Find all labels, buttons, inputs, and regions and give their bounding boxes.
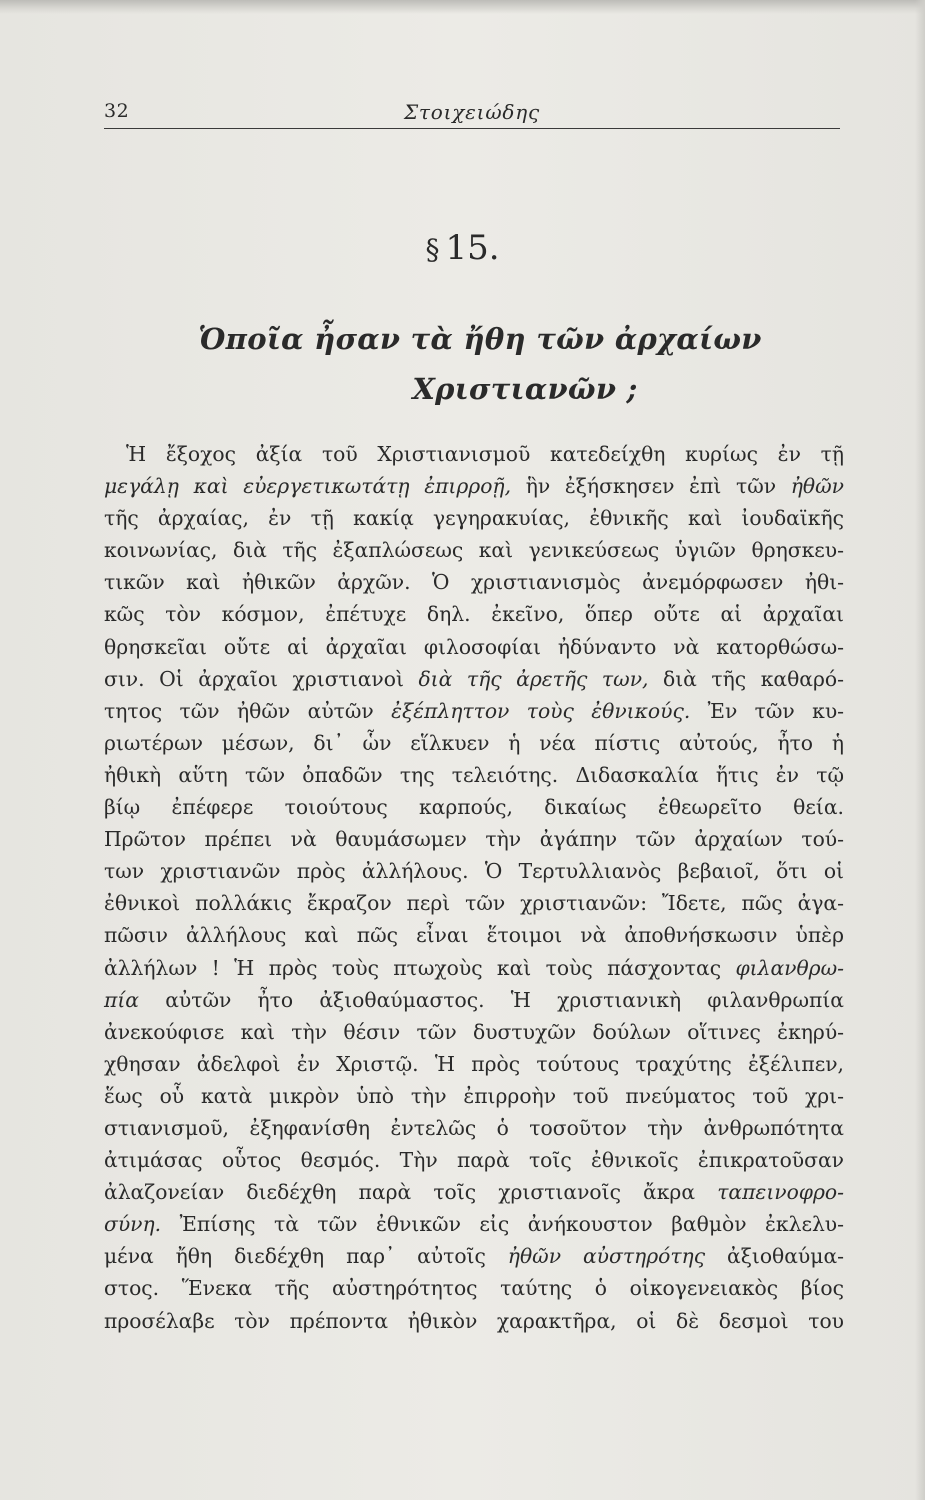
italic-text: ἠθῶν αὐστηρότης bbox=[507, 1244, 706, 1269]
text-line bbox=[104, 598, 844, 630]
text-run: ἀλλήλων ! Ἡ πρὸς τοὺς πτωχοὺς καὶ τοὺς πάσχοντας bbox=[104, 955, 736, 980]
text-line bbox=[104, 759, 844, 791]
header-rule bbox=[104, 128, 840, 129]
italic-text: ἠθῶν bbox=[790, 474, 844, 499]
section-number: 15. bbox=[445, 228, 500, 268]
text-line bbox=[104, 1080, 844, 1112]
text-run: θρησκεῖαι οὔτε αἱ ἀρχαῖαι φιλοσοφίαι ἠδύναντο νὰ κατορθώσω- bbox=[104, 634, 844, 659]
page-header bbox=[104, 100, 840, 130]
text-run: βίῳ ἐπέφερε τοιούτους καρπούς, δικαίως ἐθεωρεῖτο θεία. bbox=[104, 795, 844, 820]
text-line bbox=[104, 534, 844, 566]
text-line bbox=[104, 919, 844, 951]
text-run: των χριστιανῶν πρὸς ἀλλήλους. Ὁ Τερτυλλιανὸς βεβαιοῖ, ὅτι οἱ bbox=[104, 859, 844, 884]
text-run: προσέλαβε τὸν πρέποντα ἠθικὸν χαρακτῆρα, οἱ δὲ δεσμοὶ του bbox=[104, 1308, 844, 1333]
text-run: ἐθνικοὶ πολλάκις ἔκραζον περὶ τῶν χριστιανῶν: Ἴδετε, πῶς ἀγα- bbox=[104, 891, 844, 916]
italic-text: ἐξέπληττον τοὺς ἐθνικούς. bbox=[391, 698, 691, 723]
text-line bbox=[104, 1208, 844, 1240]
text-line bbox=[104, 1048, 844, 1080]
text-run: σιν. Οἱ ἀρχαῖοι χριστιανοὶ bbox=[104, 666, 419, 691]
text-line bbox=[104, 952, 844, 984]
text-line bbox=[104, 1305, 844, 1337]
italic-text: φιλανθρω- bbox=[735, 955, 844, 980]
text-run: ἀξιοθαύμα- bbox=[705, 1244, 844, 1269]
text-line bbox=[104, 1112, 844, 1144]
text-run: μένα ἤθη διεδέχθη παρ᾽ αὐτοῖς bbox=[104, 1244, 508, 1269]
section-symbol: § bbox=[425, 233, 440, 266]
text-line bbox=[104, 791, 844, 823]
italic-text: διὰ τῆς ἀρετῆς των, bbox=[418, 666, 649, 691]
text-line bbox=[104, 566, 844, 598]
text-run: ἕως οὗ κατὰ μικρὸν ὑπὸ τὴν ἐπιρροὴν τοῦ πνεύματος τοῦ χρι- bbox=[104, 1083, 844, 1108]
italic-text: σύνη. bbox=[104, 1212, 162, 1237]
page-number: 32 bbox=[104, 100, 130, 122]
text-line bbox=[104, 1144, 844, 1176]
text-run: ριωτέρων μέσων, δι᾽ ὧν εἵλκυεν ἡ νέα πίστις αὐτούς, ἦτο ἡ bbox=[104, 730, 844, 755]
text-run: ἀτιμάσας οὗτος θεσμός. Τὴν παρὰ τοῖς ἐθνικοῖς ἐπικρατοῦσαν bbox=[104, 1148, 844, 1173]
text-run: τῆς ἀρχαίας, ἐν τῇ κακίᾳ γεγηρακυίας, ἐθνικῆς καὶ ἰουδαϊκῆς bbox=[104, 506, 844, 531]
text-line bbox=[104, 470, 844, 502]
text-line bbox=[104, 695, 844, 727]
text-line bbox=[104, 887, 844, 919]
italic-text: μεγάλῃ καὶ εὐεργετικωτάτῃ ἐπιρροῇ, bbox=[104, 474, 512, 499]
text-line bbox=[104, 1240, 844, 1272]
text-run: Ἡ ἔξοχος ἀξία τοῦ Χριστιανισμοῦ κατεδείχθη κυρίως ἐν τῇ bbox=[126, 442, 844, 466]
text-line bbox=[104, 727, 844, 759]
text-run: Ἐν τῶν κυ- bbox=[690, 698, 844, 723]
running-head: Στοιχειώδης bbox=[403, 100, 541, 124]
page-right-edge bbox=[915, 0, 925, 1500]
text-line bbox=[104, 438, 844, 470]
text-line bbox=[104, 663, 844, 695]
text-run: ἣν ἐξήσκησεν ἐπὶ τῶν bbox=[511, 474, 791, 499]
text-line bbox=[104, 631, 844, 663]
body-text bbox=[104, 438, 844, 1337]
text-run: τητος τῶν ἠθῶν αὐτῶν bbox=[104, 698, 392, 723]
text-run: Ἐπίσης τὰ τῶν ἐθνικῶν εἰς ἀνήκουστον βαθμὸν ἐκλελυ- bbox=[161, 1212, 844, 1237]
text-run: διὰ τῆς καθαρό- bbox=[648, 666, 844, 691]
text-run: πῶσιν ἀλλήλους καὶ πῶς εἶναι ἕτοιμοι νὰ ἀποθνήσκωσιν ὑπὲρ bbox=[104, 923, 844, 948]
text-line bbox=[104, 855, 844, 887]
text-run: κῶς τὸν κόσμον, ἐπέτυχε δηλ. ἐκεῖνο, ὅπερ οὔτε αἱ ἀρχαῖαι bbox=[104, 602, 844, 627]
chapter-title bbox=[150, 314, 810, 414]
text-run: στος. Ἕνεκα τῆς αὐστηρότητος ταύτης ὁ οἰκογενειακὸς βίος bbox=[104, 1276, 844, 1301]
text-run: αὐτῶν ἦτο ἀξιοθαύμαστος. Ἡ χριστιανικὴ φιλανθρωπία bbox=[138, 987, 844, 1012]
page-top-edge bbox=[0, 0, 925, 14]
text-line bbox=[104, 984, 844, 1016]
text-line bbox=[104, 1016, 844, 1048]
italic-text: ταπεινοφρο- bbox=[717, 1180, 844, 1205]
text-run: κοινωνίας, διὰ τῆς ἐξαπλώσεως καὶ γενικεύσεως ὑγιῶν θρησκευ- bbox=[104, 538, 844, 563]
text-line bbox=[104, 1176, 844, 1208]
text-run: ἀνεκούφισε καὶ τὴν θέσιν τῶν δυστυχῶν δούλων οἵτινες ἐκηρύ- bbox=[104, 1019, 844, 1044]
text-run: Πρῶτον πρέπει νὰ θαυμάσωμεν τὴν ἀγάπην τῶν ἀρχαίων τού- bbox=[104, 827, 844, 852]
text-run: ἀλαζονείαν διεδέχθη παρὰ τοῖς χριστιανοῖς ἄκρα bbox=[104, 1180, 718, 1205]
title-line-2: Χριστιανῶν ; bbox=[412, 372, 638, 406]
italic-text: πία bbox=[104, 987, 139, 1012]
text-run: χθησαν ἀδελφοὶ ἐν Χριστῷ. Ἡ πρὸς τούτους τραχύτης ἐξέλιπεν, bbox=[104, 1051, 844, 1076]
text-run: τικῶν καὶ ἠθικῶν ἀρχῶν. Ὁ χριστιανισμὸς ἀνεμόρφωσεν ἠθι- bbox=[104, 570, 844, 595]
section-heading bbox=[0, 228, 925, 268]
text-line bbox=[104, 823, 844, 855]
text-line bbox=[104, 1272, 844, 1304]
text-run: ἠθικὴ αὕτη τῶν ὀπαδῶν της τελειότης. Διδασκαλία ἥτις ἐν τῷ bbox=[104, 762, 844, 787]
text-line bbox=[104, 502, 844, 534]
title-line-1: Ὁποῖα ἦσαν τὰ ἤθη τῶν ἀρχαίων bbox=[198, 322, 762, 356]
text-run: στιανισμοῦ, ἐξηφανίσθη ἐντελῶς ὁ τοσοῦτον τὴν ἀνθρωπότητα bbox=[104, 1115, 844, 1140]
